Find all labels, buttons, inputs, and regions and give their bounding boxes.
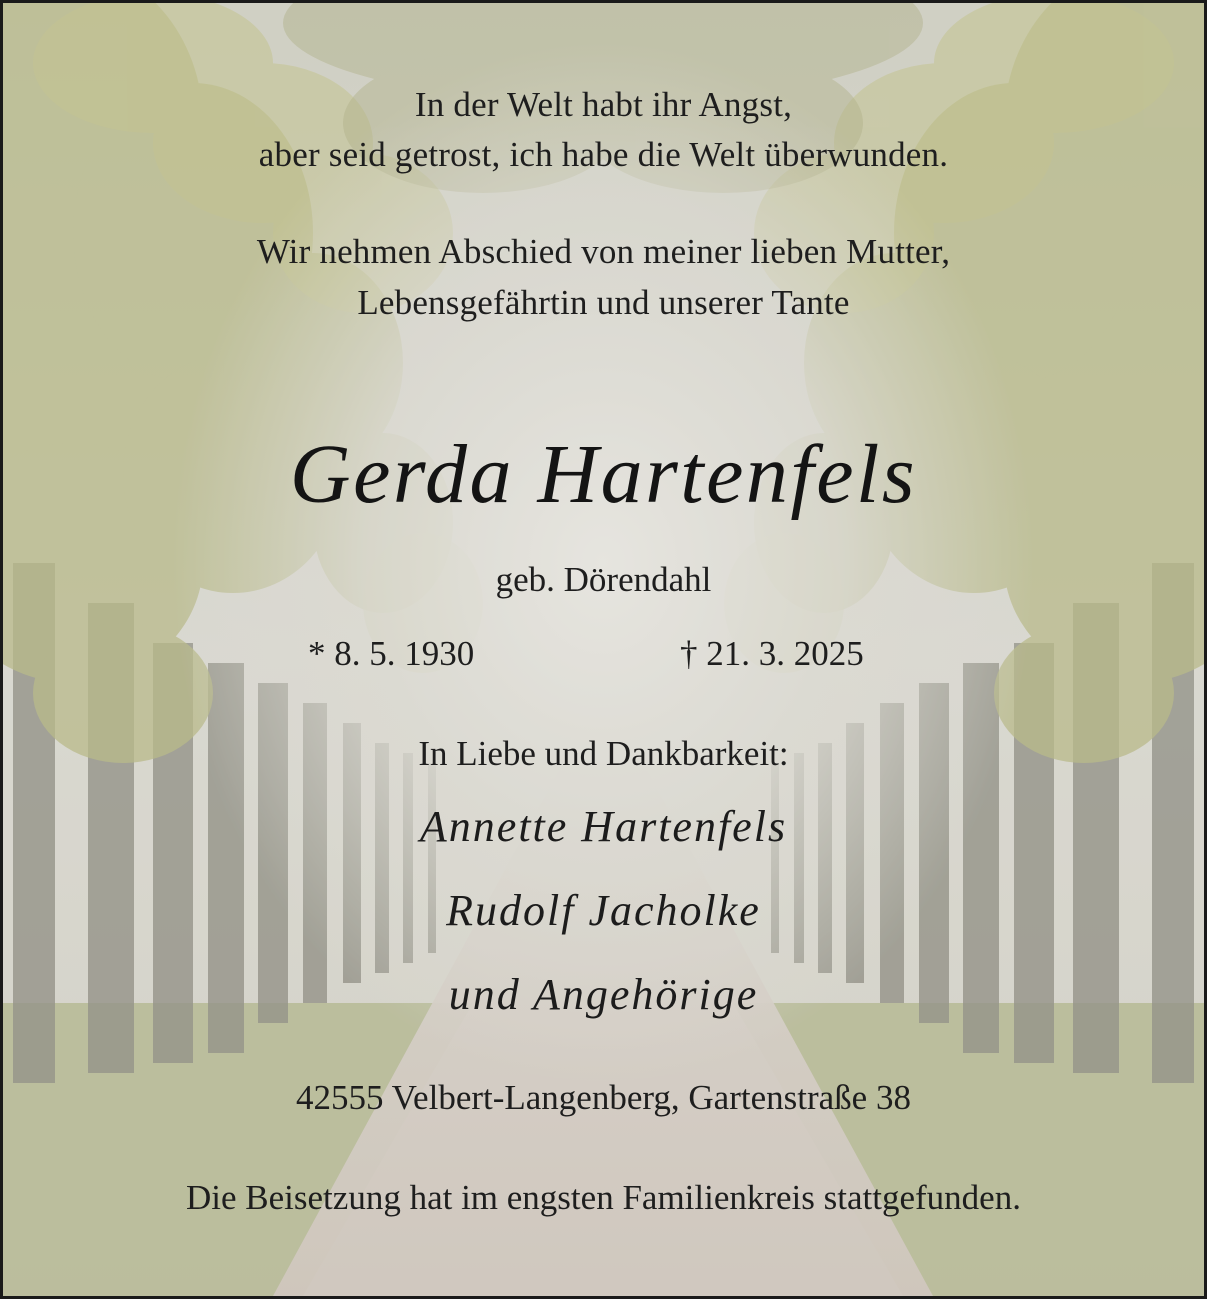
quote-line-1: In der Welt habt ihr Angst,: [414, 85, 793, 124]
birth-name: geb. Dörendahl: [495, 560, 712, 599]
mourner-name: Rudolf Jacholke: [446, 886, 761, 935]
closing-note: Die Beisetzung hat im engsten Familienkreis stattgefunden.: [186, 1178, 1021, 1217]
mourner-name: und Angehörige: [448, 970, 759, 1019]
birth-date: * 8. 5. 1930: [308, 634, 475, 673]
intro-line-1: Wir nehmen Abschied von meiner lieben Mutter,: [256, 232, 951, 271]
deceased-name: Gerda Hartenfels: [289, 428, 918, 521]
mourners-heading: In Liebe und Dankbarkeit:: [418, 734, 789, 773]
death-date: † 21. 3. 2025: [680, 634, 864, 673]
quote-line-2: aber seid getrost, ich habe die Welt überwunden.: [258, 135, 949, 174]
address: 42555 Velbert-Langenberg, Gartenstraße 38: [296, 1078, 911, 1117]
mourner-name: Annette Hartenfels: [419, 802, 788, 851]
intro-line-2: Lebensgefährtin und unserer Tante: [357, 283, 850, 322]
